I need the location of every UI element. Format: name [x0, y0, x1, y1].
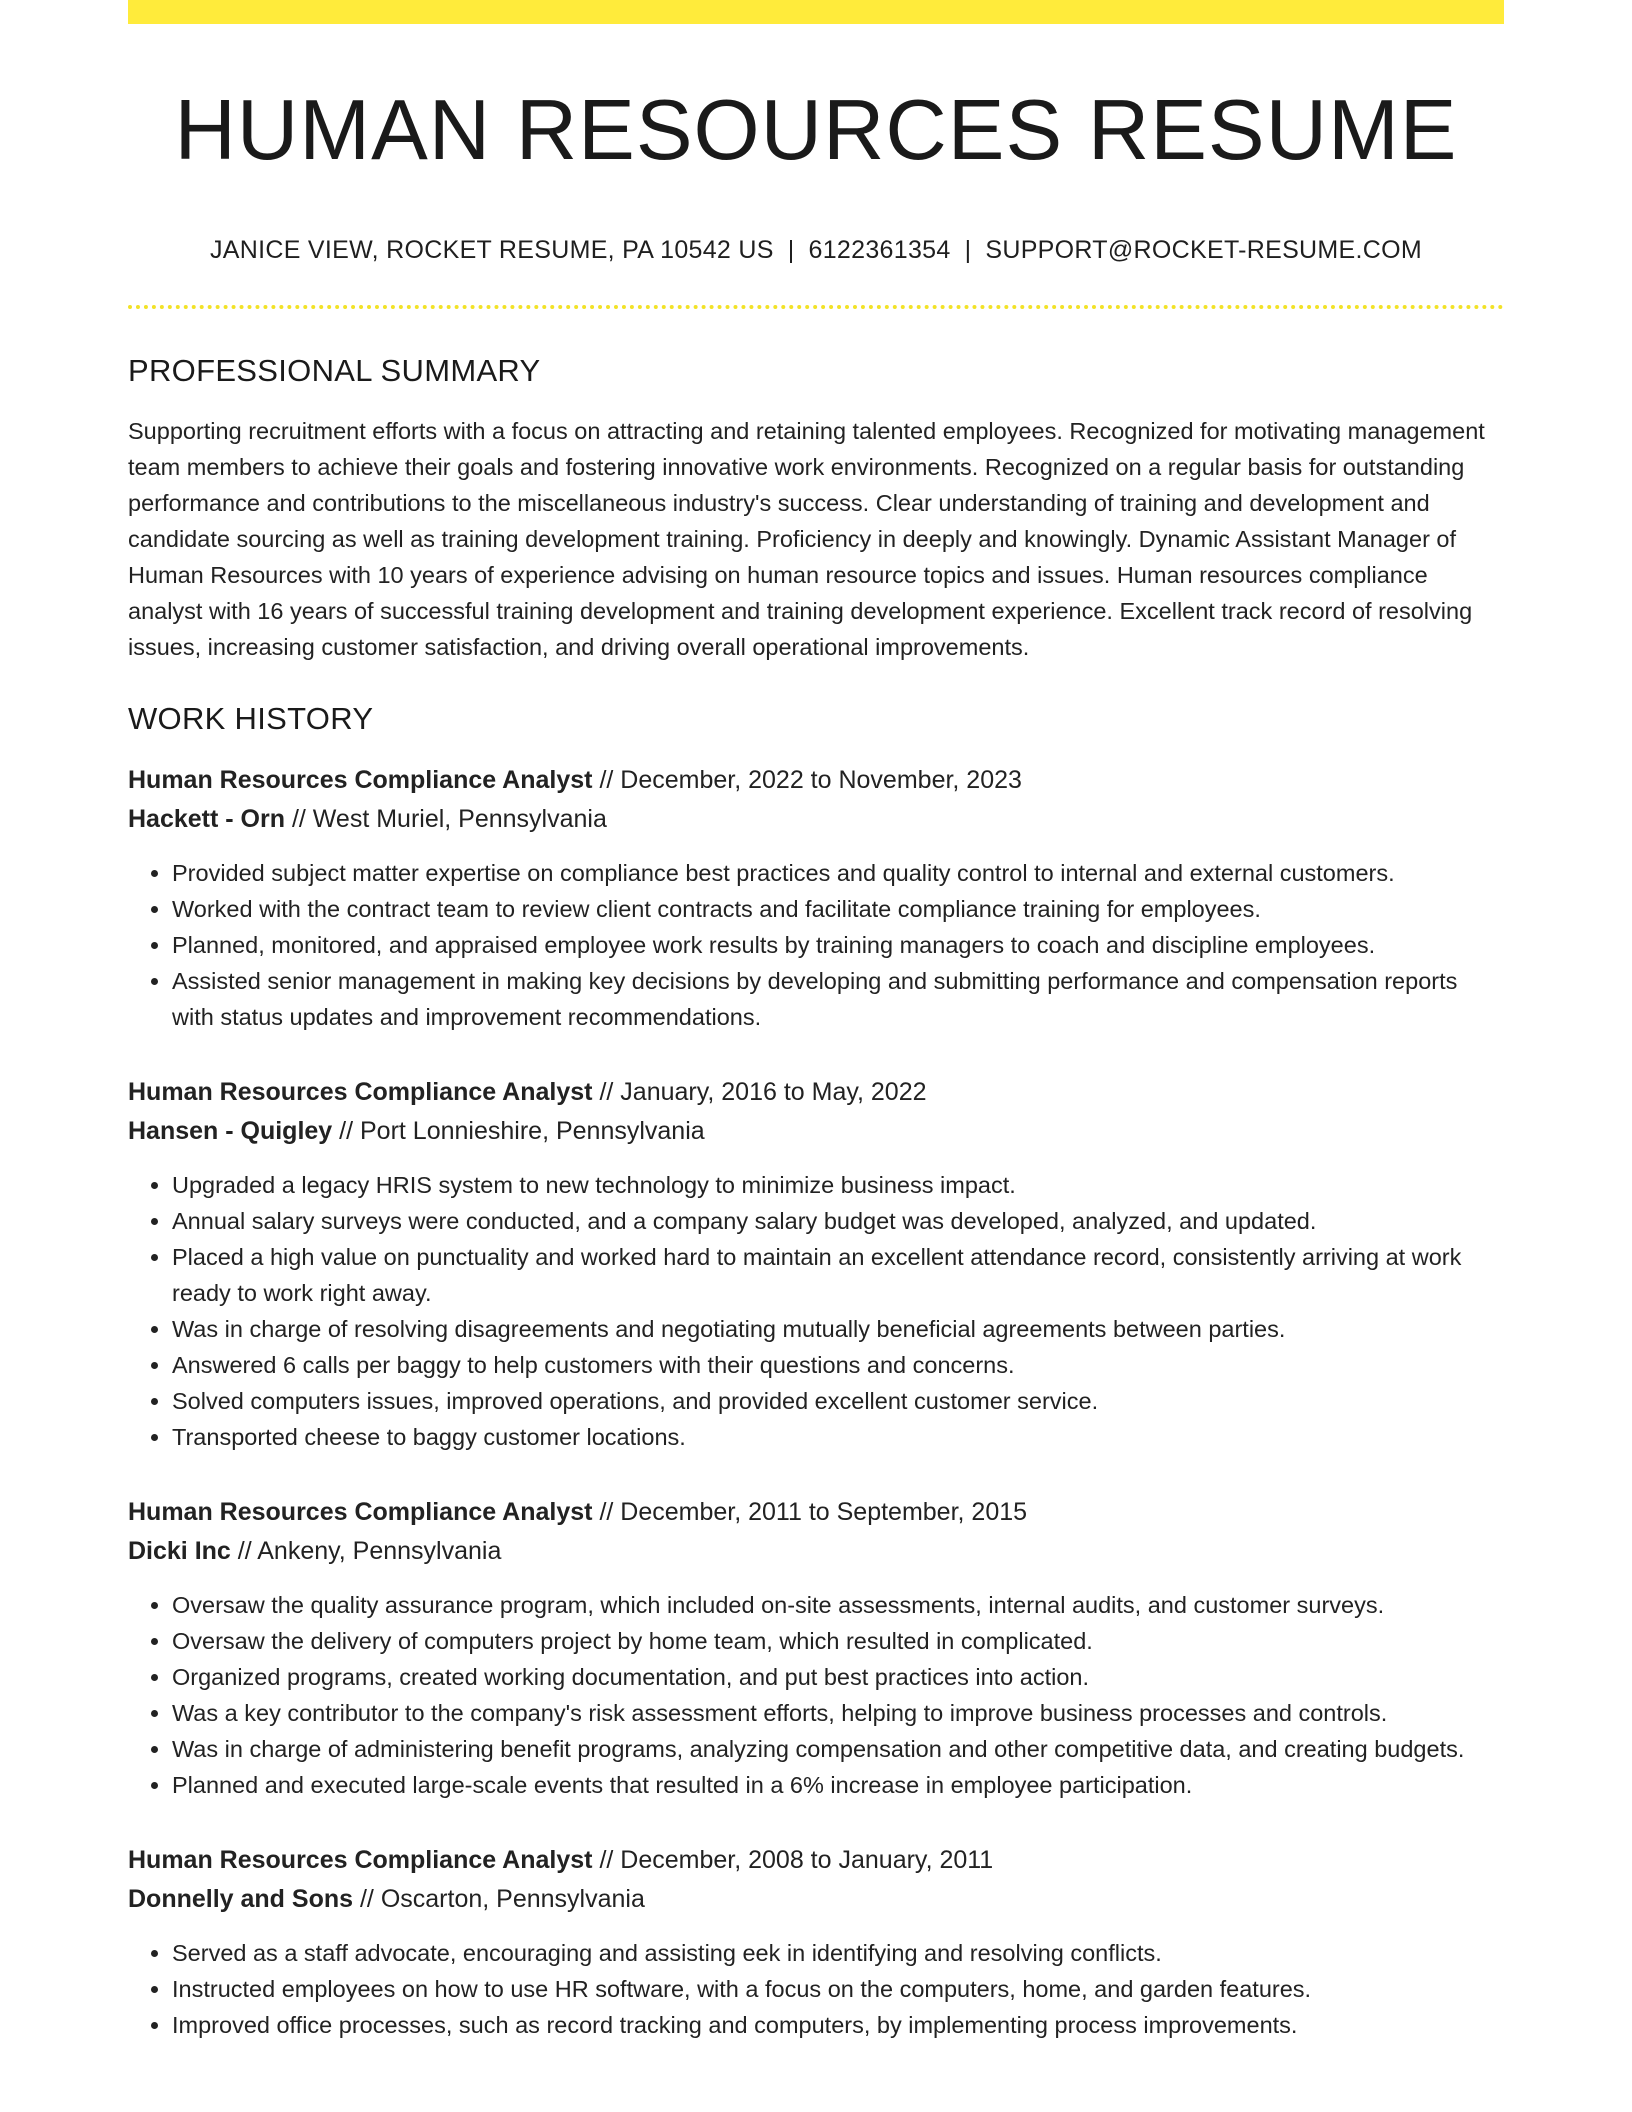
job-entry	[128, 1493, 1504, 1803]
work-history-heading: WORK HISTORY	[128, 700, 374, 736]
contact-separator: |	[787, 235, 795, 264]
job-bullet: • Placed a high value on punctuality and worked hard to maintain an excellent attendance record, consistently arriving at work ready to work right away.	[172, 1239, 1504, 1311]
job-bullet-list	[128, 855, 1504, 1035]
job-company-line	[128, 1112, 1504, 1151]
job-dates: // December, 2011 to September, 2015	[599, 1497, 1028, 1526]
job-bullet: • Served as a staff advocate, encouraging and assisting eek in identifying and resolving conflicts.	[172, 1935, 1504, 1971]
contact-email: SUPPORT@ROCKET-RESUME.COM	[985, 235, 1422, 264]
job-bullet: • Assisted senior management in making key decisions by developing and submitting performance and compensation reports with status updates and improvement recommendations.	[172, 963, 1504, 1035]
job-title: Human Resources Compliance Analyst	[128, 1845, 593, 1874]
job-title: Human Resources Compliance Analyst	[128, 1077, 593, 1106]
job-dates: // December, 2008 to January, 2011	[599, 1845, 994, 1874]
work-history-list	[128, 761, 1504, 2043]
job-bullet: • Annual salary surveys were conducted, and a company salary budget was developed, analyzed, and updated.	[172, 1203, 1504, 1239]
job-bullet: • Instructed employees on how to use HR software, with a focus on the computers, home, and garden features.	[172, 1971, 1504, 2007]
job-bullet: • Was a key contributor to the company's risk assessment efforts, helping to improve business processes and controls.	[172, 1695, 1504, 1731]
job-bullet: • Answered 6 calls per baggy to help customers with their questions and concerns.	[172, 1347, 1504, 1383]
job-bullet: • Oversaw the delivery of computers project by home team, which resulted in complicated.	[172, 1623, 1504, 1659]
accent-bar	[128, 0, 1504, 24]
job-bullet: • Planned, monitored, and appraised employee work results by training managers to coach and discipline employees.	[172, 927, 1504, 963]
job-bullet: • Was in charge of resolving disagreements and negotiating mutually beneficial agreements between parties.	[172, 1311, 1504, 1347]
job-bullet: • Oversaw the quality assurance program, which included on-site assessments, internal audits, and customer surveys.	[172, 1587, 1504, 1623]
contact-phone: 6122361354	[808, 235, 951, 264]
job-bullet-list	[128, 1167, 1504, 1455]
job-bullet: • Worked with the contract team to review client contracts and facilitate compliance training for employees.	[172, 891, 1504, 927]
job-bullet: • Improved office processes, such as record tracking and computers, by implementing process improvements.	[172, 2007, 1504, 2043]
job-title-line	[128, 1841, 1504, 1880]
job-dates: // January, 2016 to May, 2022	[599, 1077, 927, 1106]
summary-heading: PROFESSIONAL SUMMARY	[128, 352, 541, 388]
job-title-line	[128, 761, 1504, 800]
job-title: Human Resources Compliance Analyst	[128, 1497, 593, 1526]
job-bullet: • Upgraded a legacy HRIS system to new technology to minimize business impact.	[172, 1167, 1504, 1203]
job-title-line	[128, 1073, 1504, 1112]
job-dates: // December, 2022 to November, 2023	[599, 765, 1022, 794]
job-company-line	[128, 1880, 1504, 1919]
job-entry	[128, 761, 1504, 1035]
contact-line	[128, 236, 1504, 265]
resume-title: HUMAN RESOURCES RESUME	[174, 83, 1458, 178]
contact-address: JANICE VIEW, ROCKET RESUME, PA 10542 US	[209, 235, 774, 264]
summary-text: Supporting recruitment efforts with a focus on attracting and retaining talented employees. Recognized for motivating management team members to achieve their goals and fostering innovative work environments. Recognized on a regular basis for outstanding performance and contributions to the miscellaneous industry's success. Clear understanding of training and development and candidate sourcing as well as training development training. Proficiency in deeply and knowingly. Dynamic Assistant Manager of Human Resources with 10 years of experience advising on human resource topics and issues. Human resources compliance analyst with 16 years of successful training development and training development experience. Excellent track record of resolving issues, increasing customer satisfaction, and driving overall operational improvements.	[128, 417, 1485, 660]
job-title: Human Resources Compliance Analyst	[128, 765, 593, 794]
job-company-line	[128, 1532, 1504, 1571]
contact-separator: |	[964, 235, 972, 264]
job-location: // Ankeny, Pennsylvania	[237, 1536, 502, 1565]
job-entry	[128, 1073, 1504, 1455]
job-company: Dicki Inc	[128, 1536, 231, 1565]
dotted-divider	[128, 305, 1504, 309]
job-company-line	[128, 800, 1504, 839]
job-company: Donnelly and Sons	[128, 1884, 354, 1913]
job-location: // Port Lonnieshire, Pennsylvania	[339, 1116, 705, 1145]
job-title-line	[128, 1493, 1504, 1532]
job-bullet: • Solved computers issues, improved operations, and provided excellent customer service.	[172, 1383, 1504, 1419]
job-bullet: • Planned and executed large-scale events that resulted in a 6% increase in employee participation.	[172, 1767, 1504, 1803]
job-entry	[128, 1841, 1504, 2043]
job-company: Hackett - Orn	[128, 804, 285, 833]
job-bullet-list	[128, 1935, 1504, 2043]
job-company: Hansen - Quigley	[128, 1116, 333, 1145]
job-bullet: • Was in charge of administering benefit programs, analyzing compensation and other competitive data, and creating budgets.	[172, 1731, 1504, 1767]
job-location: // Oscarton, Pennsylvania	[359, 1884, 645, 1913]
job-location: // West Muriel, Pennsylvania	[291, 804, 607, 833]
job-bullet: • Transported cheese to baggy customer locations.	[172, 1419, 1504, 1455]
job-bullet-list	[128, 1587, 1504, 1803]
job-bullet: • Organized programs, created working documentation, and put best practices into action.	[172, 1659, 1504, 1695]
resume-page	[128, 0, 1504, 2043]
job-bullet: • Provided subject matter expertise on compliance best practices and quality control to internal and external customers.	[172, 855, 1504, 891]
